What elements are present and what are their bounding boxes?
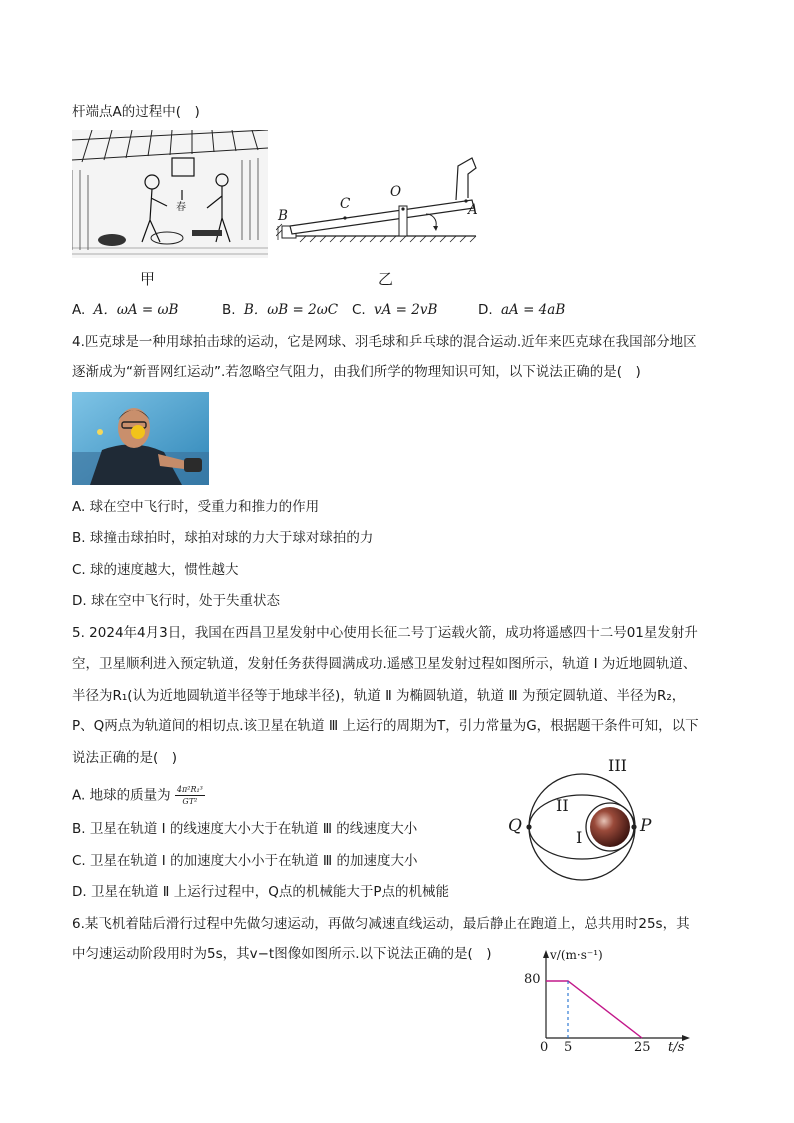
q3-option-d-letter: D.	[478, 302, 493, 318]
earth	[590, 807, 630, 847]
q3-option-a-text: A．ωA = ωB	[93, 302, 179, 318]
q5-stem-line-3: 半径为R₁(认为近地圆轨道半径等于地球半径)，轨道 Ⅱ 为椭圆轨道，轨道 Ⅲ 为预定圆轨道、半径为R₂，	[72, 688, 686, 704]
orbit-label-q: Q	[508, 816, 522, 836]
q3-option-c-text: vA = 2vB	[374, 302, 438, 318]
q4-stem-line-1: 4.匹克球是一种用球拍击球的运动，它是网球、羽毛球和乒乓球的混合运动.近年来匹克球在我国部分地区	[72, 334, 697, 350]
graph-xlabel: t/s	[668, 1040, 685, 1055]
q5-option-c: C. 卫星在轨道 I 的加速度大小小于在轨道 Ⅲ 的加速度大小	[72, 853, 418, 869]
lever-label-c: C	[340, 196, 351, 212]
q5-option-a-text: A. 地球的质量为	[72, 787, 171, 804]
q4-option-c: C. 球的速度越大，惯性越大	[72, 562, 239, 578]
q6-vt-graph	[520, 944, 700, 1064]
q3-option-a-letter: A.	[72, 302, 86, 318]
q3-figure-jia	[72, 130, 268, 258]
lever-label-o: O	[390, 184, 402, 200]
figure-label-jia: 甲	[140, 270, 156, 288]
q4-option-d: D. 球在空中飞行时，处于失重状态	[72, 593, 280, 609]
q3-figure-yi-lever	[276, 156, 486, 246]
q5-stem-line-2: 空，卫星顺利进入预定轨道，发射任务获得圆满成功.遥感卫星发射过程如图所示，轨道 I 为近地圆轨道、	[72, 656, 697, 672]
q6-stem-line-2: 中匀速运动阶段用时为5s，其v−t图像如图所示.以下说法正确的是( )	[72, 946, 492, 962]
q5-mass-formula	[175, 784, 205, 807]
lever-label-b: B	[278, 208, 288, 224]
graph-xtick-25: 25	[634, 1040, 651, 1055]
orbit-label-i: I	[576, 828, 583, 847]
q5-option-b: B. 卫星在轨道 I 的线速度大小大于在轨道 Ⅲ 的线速度大小	[72, 821, 418, 837]
svg-text:春: 春	[176, 202, 186, 213]
q5-stem-line-4: P、Q两点为轨道间的相切点.该卫星在轨道 Ⅲ 上运行的周期为T，引力常量为G，根据题干条件可知，以下	[72, 718, 699, 734]
q4-photo-pickleball-player	[72, 392, 209, 485]
q5-option-a	[72, 784, 205, 807]
q3-option-b	[222, 300, 338, 320]
orbit-label-p: P	[640, 816, 652, 836]
graph-xtick-5: 5	[564, 1040, 573, 1055]
orbit-label-iii: III	[608, 756, 627, 775]
q3-option-a	[72, 300, 178, 320]
q3-option-b-text: B．ωB = 2ωC	[243, 302, 339, 318]
figure-label-yi: 乙	[378, 270, 394, 288]
lever-label-a: A	[468, 202, 478, 218]
graph-ylabel: v/(m·s⁻¹)	[550, 948, 603, 962]
q3-option-b-letter: B.	[222, 302, 236, 318]
q3-option-c-letter: C.	[352, 302, 366, 318]
q3-stem-tail: 杆端点A的过程中( )	[72, 104, 200, 120]
point-q	[526, 824, 531, 829]
graph-ytick-80: 80	[524, 972, 541, 987]
q5-stem-line-1: 5. 2024年4月3日，我国在西昌卫星发射中心使用长征二号丁运载火箭，成功将遥感四十二号01星发射升	[72, 625, 698, 641]
q3-option-c	[352, 300, 437, 320]
q4-option-b: B. 球撞击球拍时，球拍对球的力大于球对球拍的力	[72, 530, 374, 546]
q5-stem-line-5: 说法正确的是( )	[72, 750, 178, 766]
q3-option-d-text: aA = 4aB	[500, 302, 566, 318]
q5-orbit-diagram	[504, 752, 664, 904]
vt-line	[546, 981, 642, 1038]
q5-mass-formula-numerator: 4π²R₁³	[176, 785, 203, 794]
q4-stem-line-2: 逐渐成为“新晋网红运动”.若忽略空气阻力，由我们所学的物理知识可知，以下说法正确的是( )	[72, 364, 641, 380]
graph-xtick-0: 0	[540, 1040, 549, 1055]
q5-option-d: D. 卫星在轨道 Ⅱ 上运行过程中，Q点的机械能大于P点的机械能	[72, 884, 449, 900]
q3-option-d	[478, 300, 565, 320]
q4-option-a: A. 球在空中飞行时，受重力和推力的作用	[72, 499, 320, 515]
orbit-label-ii: II	[556, 796, 569, 815]
point-p	[631, 824, 636, 829]
q6-stem-line-1: 6.某飞机着陆后滑行过程中先做匀速运动，再做匀减速直线运动，最后静止在跑道上，总共用时25s，其	[72, 916, 690, 932]
q5-mass-formula-denominator: GT²	[182, 797, 198, 806]
